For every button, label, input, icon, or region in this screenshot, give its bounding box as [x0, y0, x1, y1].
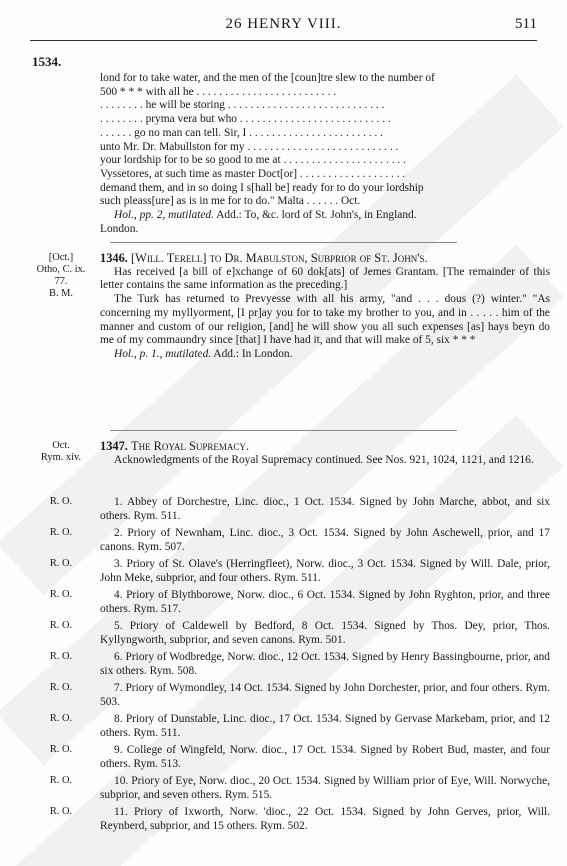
running-title: 26 HENRY VIII. [225, 16, 342, 32]
entry-intro: Acknowledgments of the Royal Supremacy continued. See Nos. 921, 1024, 1121, and 1216. [114, 453, 534, 466]
entry-body [100, 252, 550, 362]
item-source: R. O. [49, 558, 73, 569]
document-footer [100, 348, 550, 362]
entry-heading [100, 252, 550, 266]
item-source: R. O. [49, 775, 73, 786]
text-line: lond for to take water, and the men of the [coun]tre slew to the number of [100, 72, 435, 84]
item-source: R. O. [49, 806, 73, 817]
item-source: R. O. [49, 589, 73, 600]
holograph-note: Hol., pp. 2, mutilated. [114, 209, 214, 222]
item-source: R. O. [49, 620, 73, 631]
item-text: 7. Priory of Wymondley, 14 Oct. 1534. Signed by John Dorchester, prior, and four others. Rym. 503. [100, 682, 550, 708]
entry-title: The Royal Supremacy. [131, 439, 250, 453]
item-text: 4. Priory of Blythborowe, Norw. dioc., 6 Oct. 1534. Signed by John Ryghton, prior, and three others. Rym. 517. [100, 589, 550, 615]
item-source: R. O. [49, 651, 73, 662]
item-text: 11. Priory of Ixworth, Norw. 'dioc., 22 Oct. 1534. Signed by John Gerves, prior, Will. Reynberd, subprior, and 15 others. Rym. 502. [100, 806, 550, 832]
item-source: R. O. [49, 496, 73, 507]
text-line: unto Mr. Dr. Mabullston for my . . . . . . . . . . . . . . . . . . . . . . . . . . . [100, 140, 399, 153]
item-source: R. O. [49, 682, 73, 693]
margin-source: Rym. xiv. [40, 452, 82, 463]
place-note: London. [100, 222, 139, 235]
item-source: R. O. [49, 744, 73, 755]
document-footer [100, 209, 550, 223]
page-number: 511 [515, 16, 537, 32]
margin-date: [Oct.] [48, 252, 74, 263]
item-text: 5. Priory of Caldewell by Bedford, 8 Oct. 1534. Signed by Thos. Dey, prior, Thos. Kyllyngworth, subprior, and seven canons. Rym. 501. [100, 620, 550, 646]
entry-number: 1346. [100, 251, 128, 265]
entry-body [100, 440, 550, 467]
text-line: such pleass[ure] as is in me for to do." Malta . . . . . . Oct. [100, 195, 361, 208]
item-text: 9. College of Wingfeld, Norw. dioc., 17 Oct. 1534. Signed by Robert Bud, master, and four others. Rym. 513. [100, 744, 550, 770]
text-line: Vyssetores, at such time as master Doct[or] . . . . . . . . . . . . . . . . . . . [100, 167, 406, 180]
entry-margin [30, 440, 92, 464]
address-note: Add.: To, &c. lord of St. John's, in England. [216, 209, 417, 222]
holograph-note: Hol., p. 1., mutilated. [114, 347, 212, 360]
margin-repository: B. M. [49, 288, 73, 299]
entry-divider [110, 430, 457, 431]
continuation-text [100, 72, 550, 236]
item-text: 8. Priory of Dunstable, Linc. dioc., 17 Oct. 1534. Signed by Gervase Markebam, prior, and 12 others. Rym. 511. [100, 713, 550, 739]
item-source: R. O. [49, 713, 73, 724]
item-source: R. O. [49, 527, 73, 538]
address-note: Add.: In London. [213, 347, 293, 360]
entry-number: 1347. [100, 439, 128, 453]
item-text: 3. Priory of St. Olave's (Herringfleet), Norw. dioc., 3 Oct. 1534. Signed by Will. Dale, prior, John Meke, subprior, and four others. Rym. 511. [100, 558, 550, 584]
text-line: . . . . . . . . he will be storing . . . . . . . . . . . . . . . . . . . . . . . . . . . . [100, 99, 385, 112]
item-text: 6. Priory of Wodbredge, Norw. dioc., 12 Oct. 1534. Signed by Henry Bassingbourne, prior, and six others. Rym. 508. [100, 651, 550, 677]
text-line: 500 * * * with all he . . . . . . . . . . . . . . . . . . . . . . . . . [100, 85, 337, 98]
entry-paragraph: Has received [a bill of e]xchange of 60 dok[ats] of Jemes Grantam. [The remainder of this letter contains the same information as the preceding.] [100, 265, 550, 292]
item-text: 10. Priory of Eye, Norw. dioc., 20 Oct. 1534. Signed by William prior of Eye, Will. Norwyche, subprior, and seven others. Rym. 515. [100, 775, 550, 801]
item-text: 2. Priory of Newnham, Linc. dioc., 3 Oct. 1534. Signed by John Aschewell, prior, and 17 canons. Rym. 507. [100, 527, 550, 553]
margin-folio: 77. [54, 276, 68, 287]
item-text: 1. Abbey of Dorchestre, Linc. dioc., 1 Oct. 1534. Signed by John Marche, abbot, and six others. Rym. 511. [100, 496, 550, 522]
entry-title: [Will. Terell] to Dr. Mabulston, Subprior of St. John's. [131, 251, 428, 265]
entry-paragraph: The Turk has returned to Prevyesse with all his army, "and . . . dous (?) winter." "As concerning my myllyorment, [I pr]ay you for to take my brother to you, and in . . . . . him of the manner and custom of our religion, [and] he will show you all such expenses [as] hays beyn do me of my commaundry since [that] I have had it, and that will make of 5, six * * * [100, 293, 550, 347]
entry-divider [110, 242, 457, 243]
header-rule [30, 40, 537, 41]
margin-date: Oct. [52, 440, 70, 451]
entry-heading [100, 440, 550, 454]
text-line: . . . . . . go no man can tell. Sir, I . . . . . . . . . . . . . . . . . . . . . . . . [100, 126, 384, 139]
page-header [0, 16, 567, 36]
text-line: your lordship for to be so good to me at . . . . . . . . . . . . . . . . . . . . . . [100, 154, 406, 167]
margin-source: Otho, C. ix. [36, 264, 86, 275]
text-line: demand them, and in so doing I s[hall be] ready for to do your lordship [100, 181, 424, 194]
year-label: 1534. [32, 54, 62, 69]
text-line: . . . . . . . . pryma vera but who . . . . . . . . . . . . . . . . . . . . . . . . . . . [100, 113, 391, 126]
entry-margin [30, 252, 92, 300]
